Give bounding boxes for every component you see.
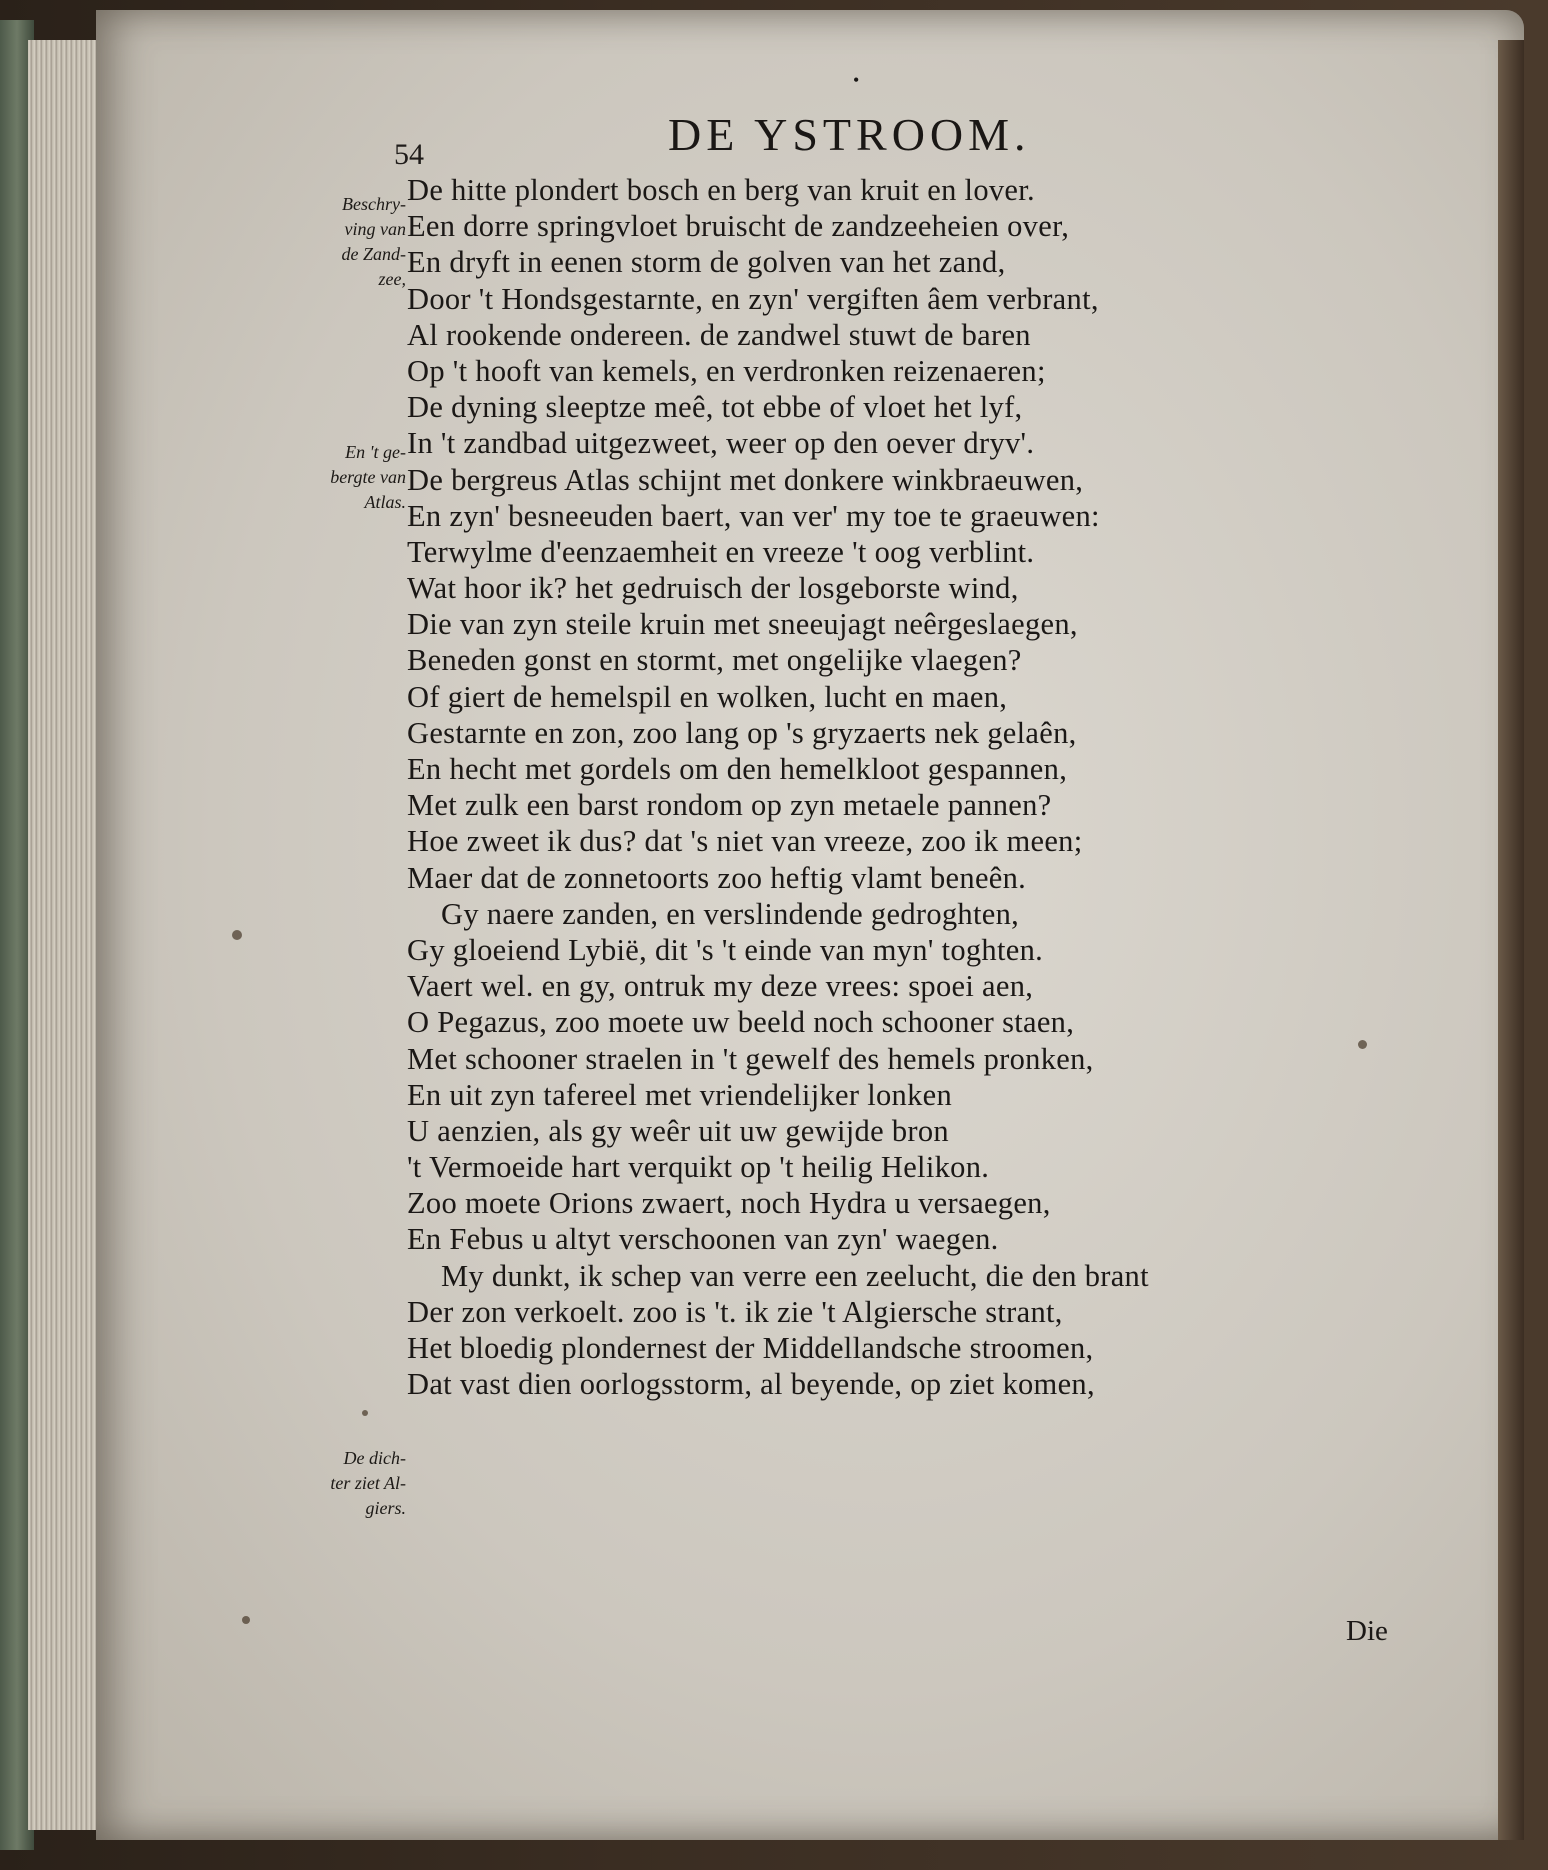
poem-line: O Pegazus, zoo moete uw beeld noch schooner staen, [407,1005,1075,1040]
poem-line: En Febus u altyt verschoonen van zyn' waegen. [407,1222,999,1257]
poem-line: Terwylme d'eenzaemheit en vreeze 't oog verblint. [407,534,1035,569]
margin-note-zandzee: Beschry- ving van de Zand- zee, [341,194,406,289]
poem-line: Zoo moete Orions zwaert, noch Hydra u versaegen, [407,1186,1051,1221]
poem-line: En dryft in eenen storm de golven van het zand, [407,245,1006,280]
poem-line: Hoe zweet ik dus? dat 's niet van vreeze, zoo ik meen; [407,824,1083,859]
page-edges [28,40,100,1830]
poem-line: De bergreus Atlas schijnt met donkere winkbraeuwen, [407,462,1084,497]
foxing-spot [362,1410,368,1416]
running-title: DE YSTROOM. [668,109,1031,160]
poem-line: Wat hoor ik? het gedruisch der losgeborste wind, [407,571,1019,606]
page-right-edge [1498,40,1524,1840]
margin-note-atlas: En 't ge- bergte van Atlas. [330,442,406,512]
book-page [96,10,1524,1840]
poem-line: Op 't hooft van kemels, en verdronken reizenaeren; [407,353,1046,388]
poem-line: Het bloedig plondernest der Middellandsche stroomen, [407,1331,1094,1365]
poem-line: Die van zyn steile kruin met sneeujagt neêrgeslaegen, [407,607,1078,642]
poem-line: De dyning sleeptze meê, tot ebbe of vloet het lyf, [407,390,1023,425]
foxing-spot [232,930,242,940]
poem-line: Met zulk een barst rondom op zyn metaele pannen? [407,788,1052,823]
page-header [96,70,1524,171]
poem-line: En uit zyn tafereel met vriendelijker lonken [407,1077,953,1112]
poem-line: U aenzien, als gy weêr uit uw gewijde bron [407,1113,949,1148]
poem-line: 't Vermoeide hart verquikt op 't heilig Helikon. [407,1150,990,1185]
poem-line: Met schooner straelen in 't gewelf des hemels pronken, [407,1041,1094,1076]
ornament-dot: • [853,70,860,90]
poem-line: In 't zandbad uitgezweet, weer op den oever dryv'. [407,426,1035,461]
catchword: Die [1346,1615,1388,1647]
foxing-spot [242,1616,250,1624]
poem-line: Maer dat de zonnetoorts zoo heftig vlamt beneên. [407,860,1027,895]
poem-line: Vaert wel. en gy, ontruk my deze vrees: spoei aen, [407,969,1034,1004]
poem-line: De hitte plondert bosch en berg van kruit en lover. [407,173,1035,207]
foxing-spot [1358,1040,1367,1049]
poem-line: Der zon verkoelt. zoo is 't. ik zie 't Algiersche strant, [407,1294,1063,1329]
poem-line: Beneden gonst en stormt, met ongelijke vlaegen? [407,643,1022,678]
poem-line: Al rookende ondereen. de zandwel stuwt de baren [407,317,1031,352]
poem-line: En hecht met gordels om den hemelkloot gespannen, [407,752,1068,786]
margin-note-algiers: De dich- ter ziet Al- giers. [330,1448,406,1518]
page-number: 54 [394,138,424,171]
poem-line: Gestarnte en zon, zoo lang op 's gryzaerts nek gelaên, [407,715,1077,750]
poem-line: My dunkt, ik schep van verre een zeelucht, die den brant [441,1258,1149,1293]
poem-text [407,172,1457,1402]
poem-line: Gy gloeiend Lybië, dit 's 't einde van myn' toghten. [407,932,1044,967]
poem-line: En zyn' besneeuden baert, van ver' my toe te graeuwen: [407,498,1100,533]
poem-line: Gy naere zanden, en verslindende gedroghten, [441,896,1020,931]
poem-line: Een dorre springvloet bruischt de zandzeeheien over, [407,209,1070,244]
poem-line: Of giert de hemelspil en wolken, lucht en maen, [407,679,1008,714]
poem-line: Door 't Hondsgestarnte, en zyn' vergiften âem verbrant, [407,281,1099,316]
poem-line: Dat vast dien oorlogsstorm, al beyende, op ziet komen, [407,1367,1095,1402]
